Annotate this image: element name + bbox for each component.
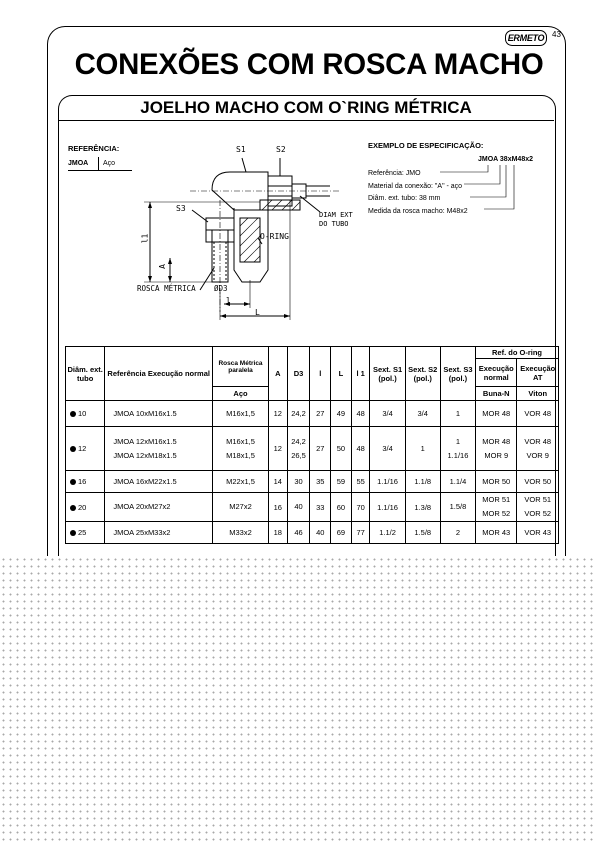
col-ref: Referência Execução normal [105, 347, 213, 401]
cell-d3 [287, 471, 310, 493]
cell-s2: 1.1/8 [405, 471, 440, 493]
cell-diam [66, 471, 105, 493]
cell-l: 40 [310, 522, 331, 544]
diam-value: 25 [78, 528, 87, 537]
cell-L: 59 [331, 471, 352, 493]
cell-d3-line: 30 [294, 476, 303, 486]
cell-buna-line: MOR 43 [482, 527, 511, 537]
table-row [66, 401, 559, 427]
cell-d3-line: 24,2 [291, 408, 306, 418]
cell-buna-line: MOR 9 [484, 450, 509, 460]
cell-s3 [440, 522, 475, 544]
cell-rosca-line: M16x1,5 [226, 436, 255, 446]
table-row [66, 493, 559, 522]
cell-s3-line: 2 [455, 527, 461, 537]
cell-rosca-line: M27x2 [229, 502, 252, 511]
diam-value: 12 [78, 444, 87, 453]
cell-a: 16 [268, 493, 287, 522]
cell-viton-line: VOR 51 [524, 495, 552, 504]
cell-ref [105, 401, 213, 427]
col-rosca: Rosca Métrica paralela [213, 347, 269, 387]
label-l1: l1 [140, 233, 150, 244]
example-heading: EXEMPLO DE ESPECIFICAÇÃO: [368, 141, 484, 150]
cell-viton-line: VOR 48 [524, 408, 552, 418]
spec-table-body [66, 401, 559, 544]
cell-a: 14 [268, 471, 287, 493]
col-d3: D3 [287, 347, 310, 401]
cell-L: 49 [331, 401, 352, 427]
reference-underline [68, 170, 132, 171]
col-s3: Sext. S3 (pol.) [440, 347, 475, 401]
cell-s1: 3/4 [370, 427, 405, 471]
label-s2: S2 [276, 145, 286, 154]
cell-L: 60 [331, 493, 352, 522]
cell-rosca-line: M16x1,5 [226, 408, 255, 418]
cell-l1: 55 [351, 471, 370, 493]
section-divider [58, 120, 554, 121]
col-exec-normal: Execução normal [476, 359, 517, 387]
col-exec-at: Execução AT [517, 359, 559, 387]
cell-ref-line: JMOA 16xM22x1.5 [113, 476, 177, 486]
cell-d3 [287, 427, 310, 471]
cell-diam [66, 401, 105, 427]
cell-d3 [287, 401, 310, 427]
cell-s3 [440, 493, 475, 522]
cell-d3-line: 46 [294, 527, 303, 537]
page-number: 43 [552, 30, 561, 39]
example-line-1: Referência: JMO [368, 170, 421, 177]
cell-d3-line: 26,5 [291, 450, 306, 460]
cell-l: 27 [310, 401, 331, 427]
cell-viton [517, 401, 559, 427]
label-a: A [157, 264, 167, 269]
cell-s1: 1.1/16 [370, 471, 405, 493]
cell-a: 12 [268, 401, 287, 427]
example-line-2: Material da conexão: "A" - aço [368, 182, 463, 190]
cell-buna [476, 401, 517, 427]
cell-s2: 1.3/8 [405, 493, 440, 522]
cell-l: 35 [310, 471, 331, 493]
cell-buna [476, 522, 517, 544]
cell-ref [105, 493, 213, 522]
cell-l: 33 [310, 493, 331, 522]
cell-buna-line: MOR 50 [482, 476, 511, 486]
cell-viton-line: VOR 50 [524, 476, 552, 486]
cell-diam [66, 493, 105, 522]
example-line-3: Diâm. ext. tubo: 38 mm [368, 195, 441, 202]
cell-viton [517, 427, 559, 471]
label-oring: O-RING [260, 232, 289, 241]
cell-l1: 48 [351, 401, 370, 427]
cell-ref-line: JMOA 12xM18x1.5 [113, 450, 177, 460]
cell-d3 [287, 522, 310, 544]
cell-ref-line: JMOA 10xM16x1.5 [113, 408, 177, 418]
cell-l1: 70 [351, 493, 370, 522]
cell-s2: 3/4 [405, 401, 440, 427]
label-s3: S3 [176, 204, 186, 213]
cell-s3-line: 1.5/8 [449, 502, 467, 511]
cell-rosca-line: M22x1,5 [226, 476, 255, 486]
reference-material: Aço [103, 160, 116, 167]
cell-rosca-line: M18x1,5 [226, 450, 255, 460]
col-l: l [310, 347, 331, 401]
cell-s1: 1.1/16 [370, 493, 405, 522]
cell-rosca-line: M33x2 [229, 527, 252, 537]
cell-L: 50 [331, 427, 352, 471]
cell-d3 [287, 493, 310, 522]
cell-viton-line: VOR 9 [526, 450, 549, 460]
col-diam: Diâm. ext. tubo [66, 347, 105, 401]
cell-rosca [213, 401, 269, 427]
label-diam-ext-line1: DIAM EXT [319, 211, 353, 219]
cell-diam [66, 522, 105, 544]
cell-buna-line: MOR 52 [482, 509, 511, 518]
example-code: JMOA 38xM48x2 [478, 156, 533, 163]
cell-s3-line: 1 [455, 408, 461, 418]
cell-rosca [213, 493, 269, 522]
cell-s3-line: 1.1/4 [449, 476, 467, 486]
section-title: JOELHO MACHO COM O`RING MÉTRICA [140, 98, 472, 117]
bullet-icon [70, 446, 76, 452]
cell-s3-line: 1 [455, 436, 461, 446]
reference-heading: REFERÊNCIA: [68, 144, 120, 153]
cell-d3-line: 40 [294, 502, 303, 511]
label-d3: ØD3 [214, 284, 228, 293]
col-oring: Ref. do O-ring [476, 347, 559, 359]
col-l1: l 1 [351, 347, 370, 401]
cell-L: 69 [331, 522, 352, 544]
spec-table [65, 346, 559, 544]
col-aco: Aço [213, 387, 269, 401]
reference-divider [98, 157, 99, 171]
label-s1: S1 [236, 145, 246, 154]
diam-value: 16 [78, 477, 87, 486]
cell-a: 18 [268, 522, 287, 544]
cell-buna [476, 471, 517, 493]
table-row [66, 522, 559, 544]
col-viton: Viton [517, 387, 559, 401]
brand-logo: ERMETO [505, 30, 547, 46]
label-diam-ext [319, 211, 353, 229]
cell-s3 [440, 471, 475, 493]
cell-buna [476, 427, 517, 471]
cell-viton-line: VOR 52 [524, 509, 552, 518]
cell-ref [105, 471, 213, 493]
bullet-icon [70, 411, 76, 417]
diam-value: 10 [78, 409, 87, 418]
label-l-small: l [226, 296, 231, 305]
cell-l1: 48 [351, 427, 370, 471]
cell-viton [517, 493, 559, 522]
bullet-icon [70, 530, 76, 536]
reference-code: JMOA [68, 160, 89, 167]
col-L: L [331, 347, 352, 401]
label-rosca-metrica: ROSCA MÉTRICA [137, 284, 196, 293]
cell-rosca [213, 427, 269, 471]
col-buna: Buna-N [476, 387, 517, 401]
technical-drawing [130, 140, 370, 330]
label-l-large: L [255, 308, 260, 317]
cell-s2: 1 [405, 427, 440, 471]
cell-ref-line: JMOA 25xM33x2 [113, 527, 171, 537]
cell-rosca [213, 522, 269, 544]
cell-s1: 1.1/2 [370, 522, 405, 544]
cell-ref [105, 427, 213, 471]
cell-s3-line: 1.1/16 [447, 450, 469, 460]
cell-viton [517, 471, 559, 493]
table-row [66, 427, 559, 471]
cell-s3 [440, 427, 475, 471]
cell-buna-line: MOR 48 [482, 436, 511, 446]
bullet-icon [70, 505, 76, 511]
table-row [66, 471, 559, 493]
cell-a: 12 [268, 427, 287, 471]
col-a: A [268, 347, 287, 401]
example-line-4: Medida da rosca macho: M48x2 [368, 207, 468, 215]
cell-diam [66, 427, 105, 471]
bullet-icon [70, 479, 76, 485]
halftone-overlay [0, 556, 595, 842]
cell-s3 [440, 401, 475, 427]
cell-l: 27 [310, 427, 331, 471]
cell-rosca [213, 471, 269, 493]
cell-buna [476, 493, 517, 522]
cell-ref-line: JMOA 12xM16x1.5 [113, 436, 177, 446]
cell-viton-line: VOR 48 [524, 436, 552, 446]
cell-viton-line: VOR 43 [524, 527, 552, 537]
cell-l1: 77 [351, 522, 370, 544]
example-leader-lines [440, 162, 550, 218]
col-s1: Sext. S1 (pol.) [370, 347, 405, 401]
cell-s1: 3/4 [370, 401, 405, 427]
col-s2: Sext. S2 (pol.) [405, 347, 440, 401]
diam-value: 20 [78, 502, 87, 512]
cell-buna-line: MOR 48 [482, 408, 511, 418]
page-title: CONEXÕES COM ROSCA MACHO [74, 48, 544, 81]
cell-ref-line: JMOA 20xM27x2 [113, 502, 171, 511]
cell-viton [517, 522, 559, 544]
cell-d3-line: 24,2 [291, 436, 306, 446]
cell-ref [105, 522, 213, 544]
label-diam-ext-line2: DO TUBO [319, 220, 349, 228]
cell-s2: 1.5/8 [405, 522, 440, 544]
cell-buna-line: MOR 51 [482, 495, 511, 504]
